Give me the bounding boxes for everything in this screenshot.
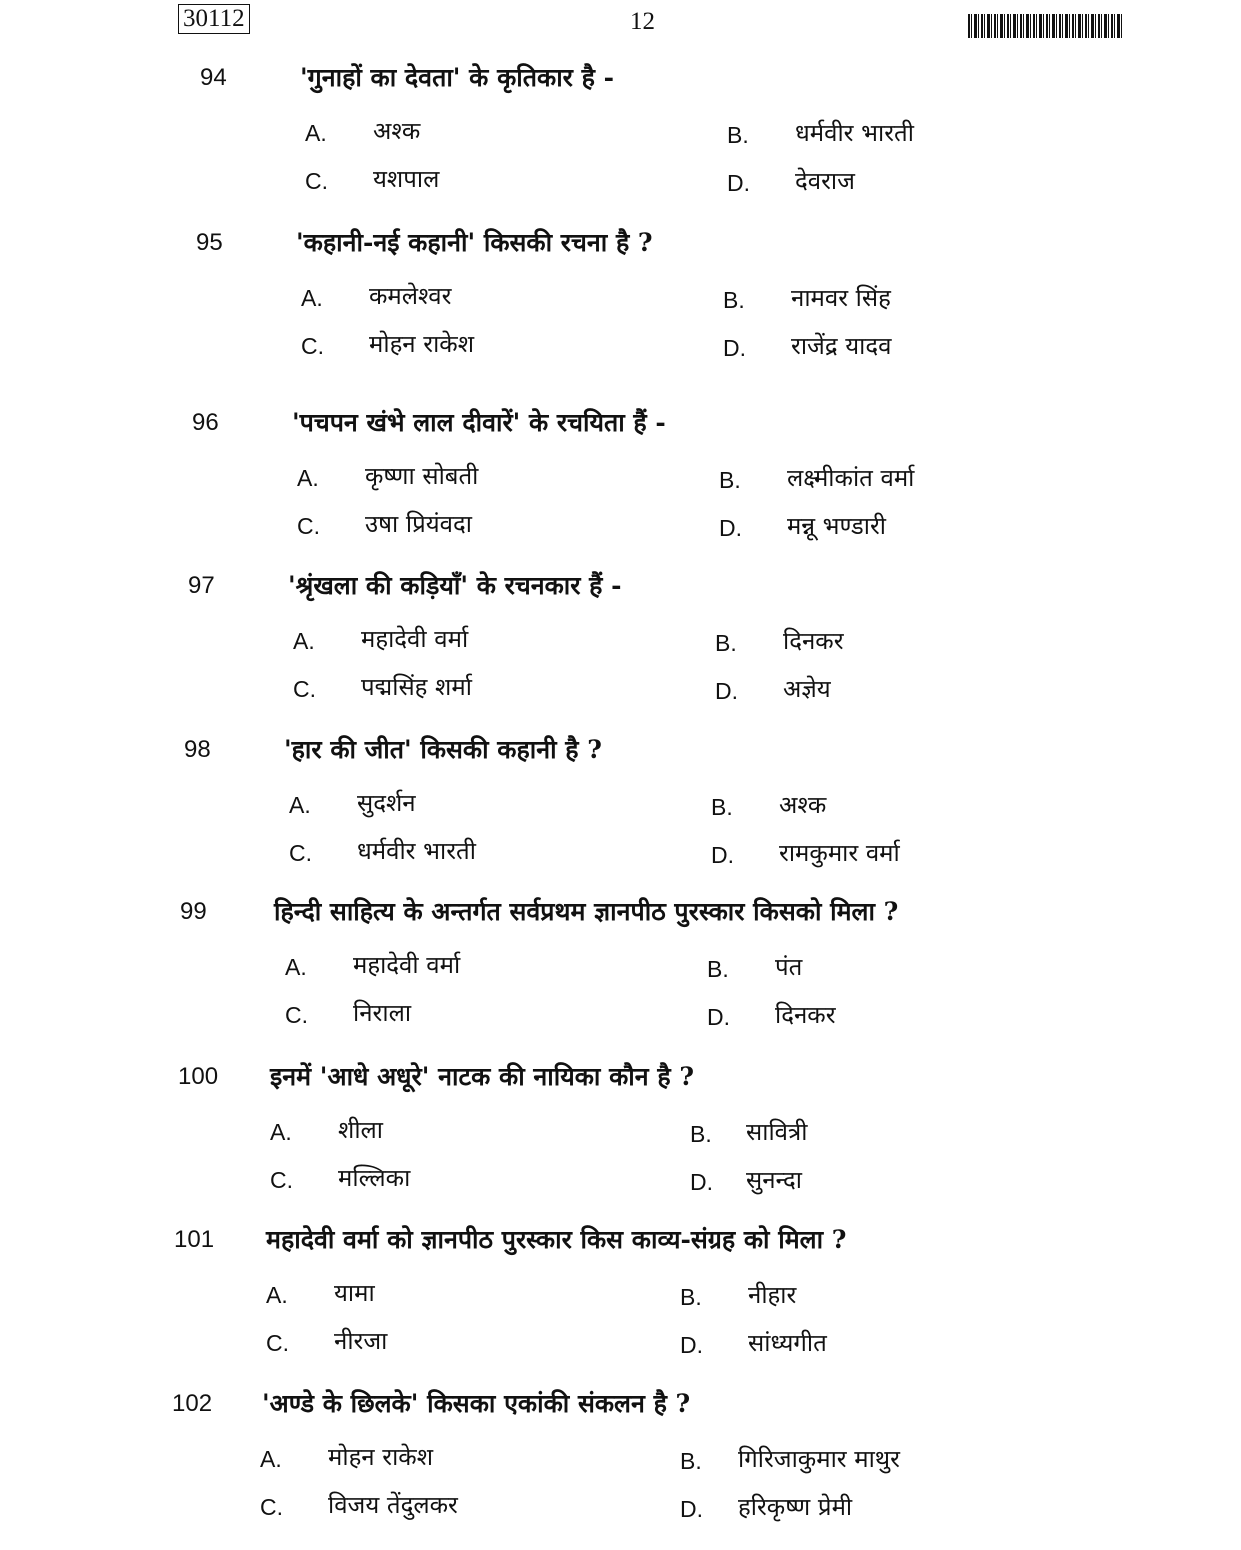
- option-text: दिनकर: [783, 627, 844, 655]
- option-text: सुनन्दा: [746, 1166, 802, 1194]
- option-letter: C.: [289, 840, 312, 866]
- option-letter: B.: [715, 630, 737, 656]
- option-letter: A.: [289, 792, 311, 818]
- option-text: देवराज: [795, 167, 855, 195]
- option-text: महादेवी वर्मा: [353, 951, 461, 979]
- option-text: निराला: [353, 999, 412, 1027]
- option-text: अश्क: [373, 117, 421, 145]
- question-text: महादेवी वर्मा को ज्ञानपीठ पुरस्कार किस काव्य-संग्रह को मिला ?: [266, 1225, 847, 1254]
- option-text: शीला: [338, 1116, 384, 1144]
- option-text: पंत: [775, 953, 803, 981]
- option-letter: A.: [301, 285, 323, 311]
- option-text: यामा: [334, 1279, 375, 1307]
- option-text: धर्मवीर भारती: [357, 837, 476, 865]
- question-number: 101: [174, 1226, 215, 1253]
- option-letter: C.: [260, 1494, 283, 1520]
- option-letter: D.: [690, 1169, 713, 1195]
- option-text: गिरिजाकुमार माथुर: [738, 1445, 900, 1473]
- question-number: 100: [178, 1063, 219, 1090]
- option-text: नामवर सिंह: [791, 284, 891, 312]
- option-letter: B.: [727, 122, 749, 148]
- option-letter: B.: [707, 956, 729, 982]
- option-letter: A.: [266, 1282, 288, 1308]
- option-text: मल्लिका: [338, 1164, 411, 1192]
- option-text: लक्ष्मीकांत वर्मा: [787, 464, 915, 492]
- option-letter: B.: [719, 467, 741, 493]
- question-text: 'गुनाहों का देवता' के कृतिकार है -: [300, 63, 614, 92]
- option-text: दिनकर: [775, 1001, 836, 1029]
- barcode: [968, 14, 1124, 38]
- option-text: हरिकृष्ण प्रेमी: [738, 1493, 853, 1521]
- option-letter: B.: [690, 1121, 712, 1147]
- paper-code: 30112: [178, 4, 250, 34]
- option-letter: B.: [723, 287, 745, 313]
- option-text: महादेवी वर्मा: [361, 625, 469, 653]
- question-number: 97: [188, 572, 215, 599]
- option-text: अश्क: [779, 791, 827, 819]
- option-text: विजय तेंदुलकर: [328, 1491, 458, 1519]
- option-letter: D.: [719, 515, 742, 541]
- question-number: 99: [180, 898, 207, 925]
- option-letter: D.: [723, 335, 746, 361]
- option-text: पद्मसिंह शर्मा: [361, 673, 472, 701]
- option-letter: D.: [711, 842, 734, 868]
- question-text: 'अण्डे के छिलके' किसका एकांकी संकलन है ?: [262, 1389, 691, 1418]
- option-letter: C.: [266, 1330, 289, 1356]
- option-text: सांध्यगीत: [748, 1329, 827, 1357]
- option-letter: B.: [680, 1448, 702, 1474]
- option-text: मोहन राकेश: [369, 330, 475, 358]
- option-text: अज्ञेय: [783, 675, 831, 703]
- option-text: धर्मवीर भारती: [795, 119, 914, 147]
- option-letter: A.: [260, 1446, 282, 1472]
- option-text: रामकुमार वर्मा: [779, 839, 900, 867]
- option-letter: C.: [297, 513, 320, 539]
- question-text: हिन्दी साहित्य के अन्तर्गत सर्वप्रथम ज्ञानपीठ पुरस्कार किसको मिला ?: [274, 897, 899, 926]
- question-number: 94: [200, 64, 227, 91]
- option-letter: B.: [711, 794, 733, 820]
- question-number: 98: [184, 736, 211, 763]
- question-number: 102: [172, 1390, 213, 1417]
- option-text: नीरजा: [334, 1327, 388, 1355]
- option-letter: A.: [285, 954, 307, 980]
- option-letter: A.: [297, 465, 319, 491]
- option-letter: D.: [680, 1496, 703, 1522]
- option-text: नीहार: [748, 1281, 797, 1309]
- option-text: राजेंद्र यादव: [791, 332, 892, 360]
- option-letter: D.: [715, 678, 738, 704]
- option-text: उषा प्रियंवदा: [365, 510, 472, 538]
- option-text: कमलेश्वर: [369, 282, 452, 310]
- option-letter: A.: [305, 120, 327, 146]
- question-text: 'कहानी-नई कहानी' किसकी रचना है ?: [296, 228, 653, 257]
- option-letter: D.: [707, 1004, 730, 1030]
- question-text: इनमें 'आधे अधूरे' नाटक की नायिका कौन है ?: [270, 1062, 694, 1091]
- page-number: 12: [630, 8, 655, 35]
- option-text: मोहन राकेश: [328, 1443, 434, 1471]
- option-text: सावित्री: [746, 1118, 808, 1146]
- option-letter: C.: [305, 168, 328, 194]
- option-letter: C.: [301, 333, 324, 359]
- option-text: यशपाल: [373, 165, 440, 193]
- question-text: 'हार की जीत' किसकी कहानी है ?: [284, 735, 602, 764]
- question-text: 'श्रृंखला की कड़ियाँ' के रचनकार हैं -: [288, 571, 622, 600]
- option-letter: C.: [270, 1167, 293, 1193]
- option-letter: A.: [293, 628, 315, 654]
- option-letter: C.: [293, 676, 316, 702]
- option-text: मन्नू भण्डारी: [787, 512, 887, 540]
- question-text: 'पचपन खंभे लाल दीवारें' के रचयिता हैं -: [292, 408, 666, 437]
- option-letter: D.: [680, 1332, 703, 1358]
- option-letter: C.: [285, 1002, 308, 1028]
- option-letter: D.: [727, 170, 750, 196]
- question-number: 95: [196, 229, 223, 256]
- option-letter: B.: [680, 1284, 702, 1310]
- option-text: कृष्णा सोबती: [365, 462, 479, 490]
- option-letter: A.: [270, 1119, 292, 1145]
- question-number: 96: [192, 409, 219, 436]
- option-text: सुदर्शन: [357, 789, 416, 817]
